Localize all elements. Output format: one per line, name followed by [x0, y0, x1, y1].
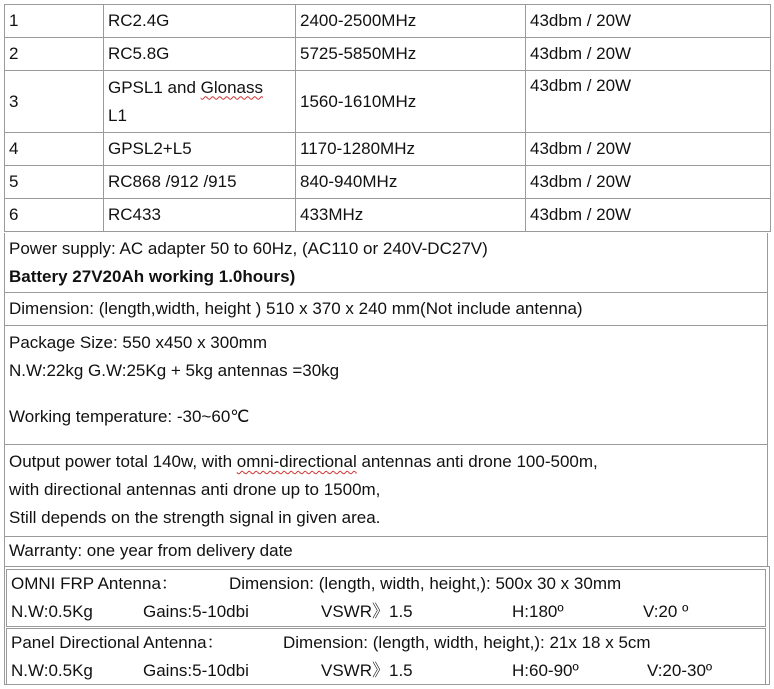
omni-line-1: [7, 570, 765, 598]
output-line: [9, 448, 763, 476]
package-block: [4, 326, 768, 445]
omni-gains: Gains:5-10dbi: [143, 602, 249, 621]
temperature-text: Working temperature: -30~60℃: [9, 407, 250, 426]
warranty-block: [4, 537, 768, 567]
dimension-block: [4, 293, 768, 326]
weight-text: N.W:22kg G.W:25Kg + 5kg antennas =30kg: [9, 361, 340, 380]
band-name: RC5.8G: [104, 38, 296, 71]
output-block: [4, 445, 768, 537]
panel-title: Panel Directional Antenna：: [11, 633, 224, 652]
power-supply-text: Power supply: AC adapter 50 to 60Hz, (AC110 or 240V-DC27V): [9, 239, 488, 258]
omni-title: OMNI FRP Antenna：: [11, 574, 178, 593]
band-number: 6: [5, 199, 104, 232]
band-power: 43dbm / 20W: [526, 71, 771, 133]
omni-v: V:20 º: [643, 602, 689, 621]
omni-vswr: VSWR》1.5: [321, 602, 413, 621]
output-line: Still depends on the strength signal in given area.: [9, 508, 381, 527]
band-name: [104, 71, 296, 133]
table-row: [5, 133, 771, 166]
output-text: antennas anti drone 100-500m,: [356, 452, 598, 471]
panel-line-2: [7, 657, 765, 685]
panel-nw: N.W:0.5Kg: [11, 661, 93, 680]
panel-antenna-box: [6, 628, 766, 685]
band-power: 43dbm / 20W: [526, 5, 771, 38]
band-name: GPSL2+L5: [104, 133, 296, 166]
band-frequency: 1560-1610MHz: [296, 71, 526, 133]
table-row: [5, 71, 771, 133]
band-number: 5: [5, 166, 104, 199]
band-number: 4: [5, 133, 104, 166]
band-power: 43dbm / 20W: [526, 199, 771, 232]
package-size-text: Package Size: 550 x450 x 300mm: [9, 333, 267, 352]
band-name-part: L1: [108, 105, 127, 125]
band-frequency: 2400-2500MHz: [296, 5, 526, 38]
band-power: 43dbm / 20W: [526, 133, 771, 166]
panel-v: V:20-30º: [647, 661, 713, 680]
panel-dimension: Dimension: (length, width, height,): 21x 18 x 5cm: [283, 633, 651, 652]
output-text: omni-directional: [236, 452, 357, 471]
band-frequency: 433MHz: [296, 199, 526, 232]
panel-gains: Gains:5-10dbi: [143, 661, 249, 680]
power-block: [4, 233, 768, 293]
table-row: [5, 5, 771, 38]
band-table: [4, 4, 771, 232]
band-frequency: 5725-5850MHz: [296, 38, 526, 71]
omni-line-2: [7, 598, 765, 626]
panel-line-1: [7, 629, 765, 657]
output-text: Output power total 140w, with: [9, 452, 237, 471]
warranty-text: Warranty: one year from delivery date: [9, 541, 293, 560]
band-name: RC2.4G: [104, 5, 296, 38]
band-number: 1: [5, 5, 104, 38]
band-frequency: 840-940MHz: [296, 166, 526, 199]
table-row: [5, 38, 771, 71]
band-name: RC868 /912 /915: [104, 166, 296, 199]
dimension-text: Dimension: (length,width, height ) 510 x 370 x 240 mm(Not include antenna): [9, 299, 583, 318]
omni-antenna-box: [6, 569, 766, 627]
omni-h: H:180º: [512, 602, 564, 621]
band-number: 3: [5, 71, 104, 133]
band-name: RC433: [104, 199, 296, 232]
band-frequency: 1170-1280MHz: [296, 133, 526, 166]
band-power: 43dbm / 20W: [526, 166, 771, 199]
panel-h: H:60-90º: [512, 661, 579, 680]
battery-text: Battery 27V20Ah working 1.0hours): [9, 267, 296, 286]
output-line: with directional antennas anti drone up to 1500m,: [9, 480, 381, 499]
band-name-part: Glonass: [200, 77, 263, 97]
band-power: 43dbm / 20W: [526, 38, 771, 71]
panel-vswr: VSWR》1.5: [321, 661, 413, 680]
table-row: [5, 166, 771, 199]
band-name-part: GPSL1 and: [108, 77, 201, 97]
omni-dimension: Dimension: (length, width, height,): 500x 30 x 30mm: [229, 574, 622, 593]
omni-nw: N.W:0.5Kg: [11, 602, 93, 621]
table-row: [5, 199, 771, 232]
band-number: 2: [5, 38, 104, 71]
